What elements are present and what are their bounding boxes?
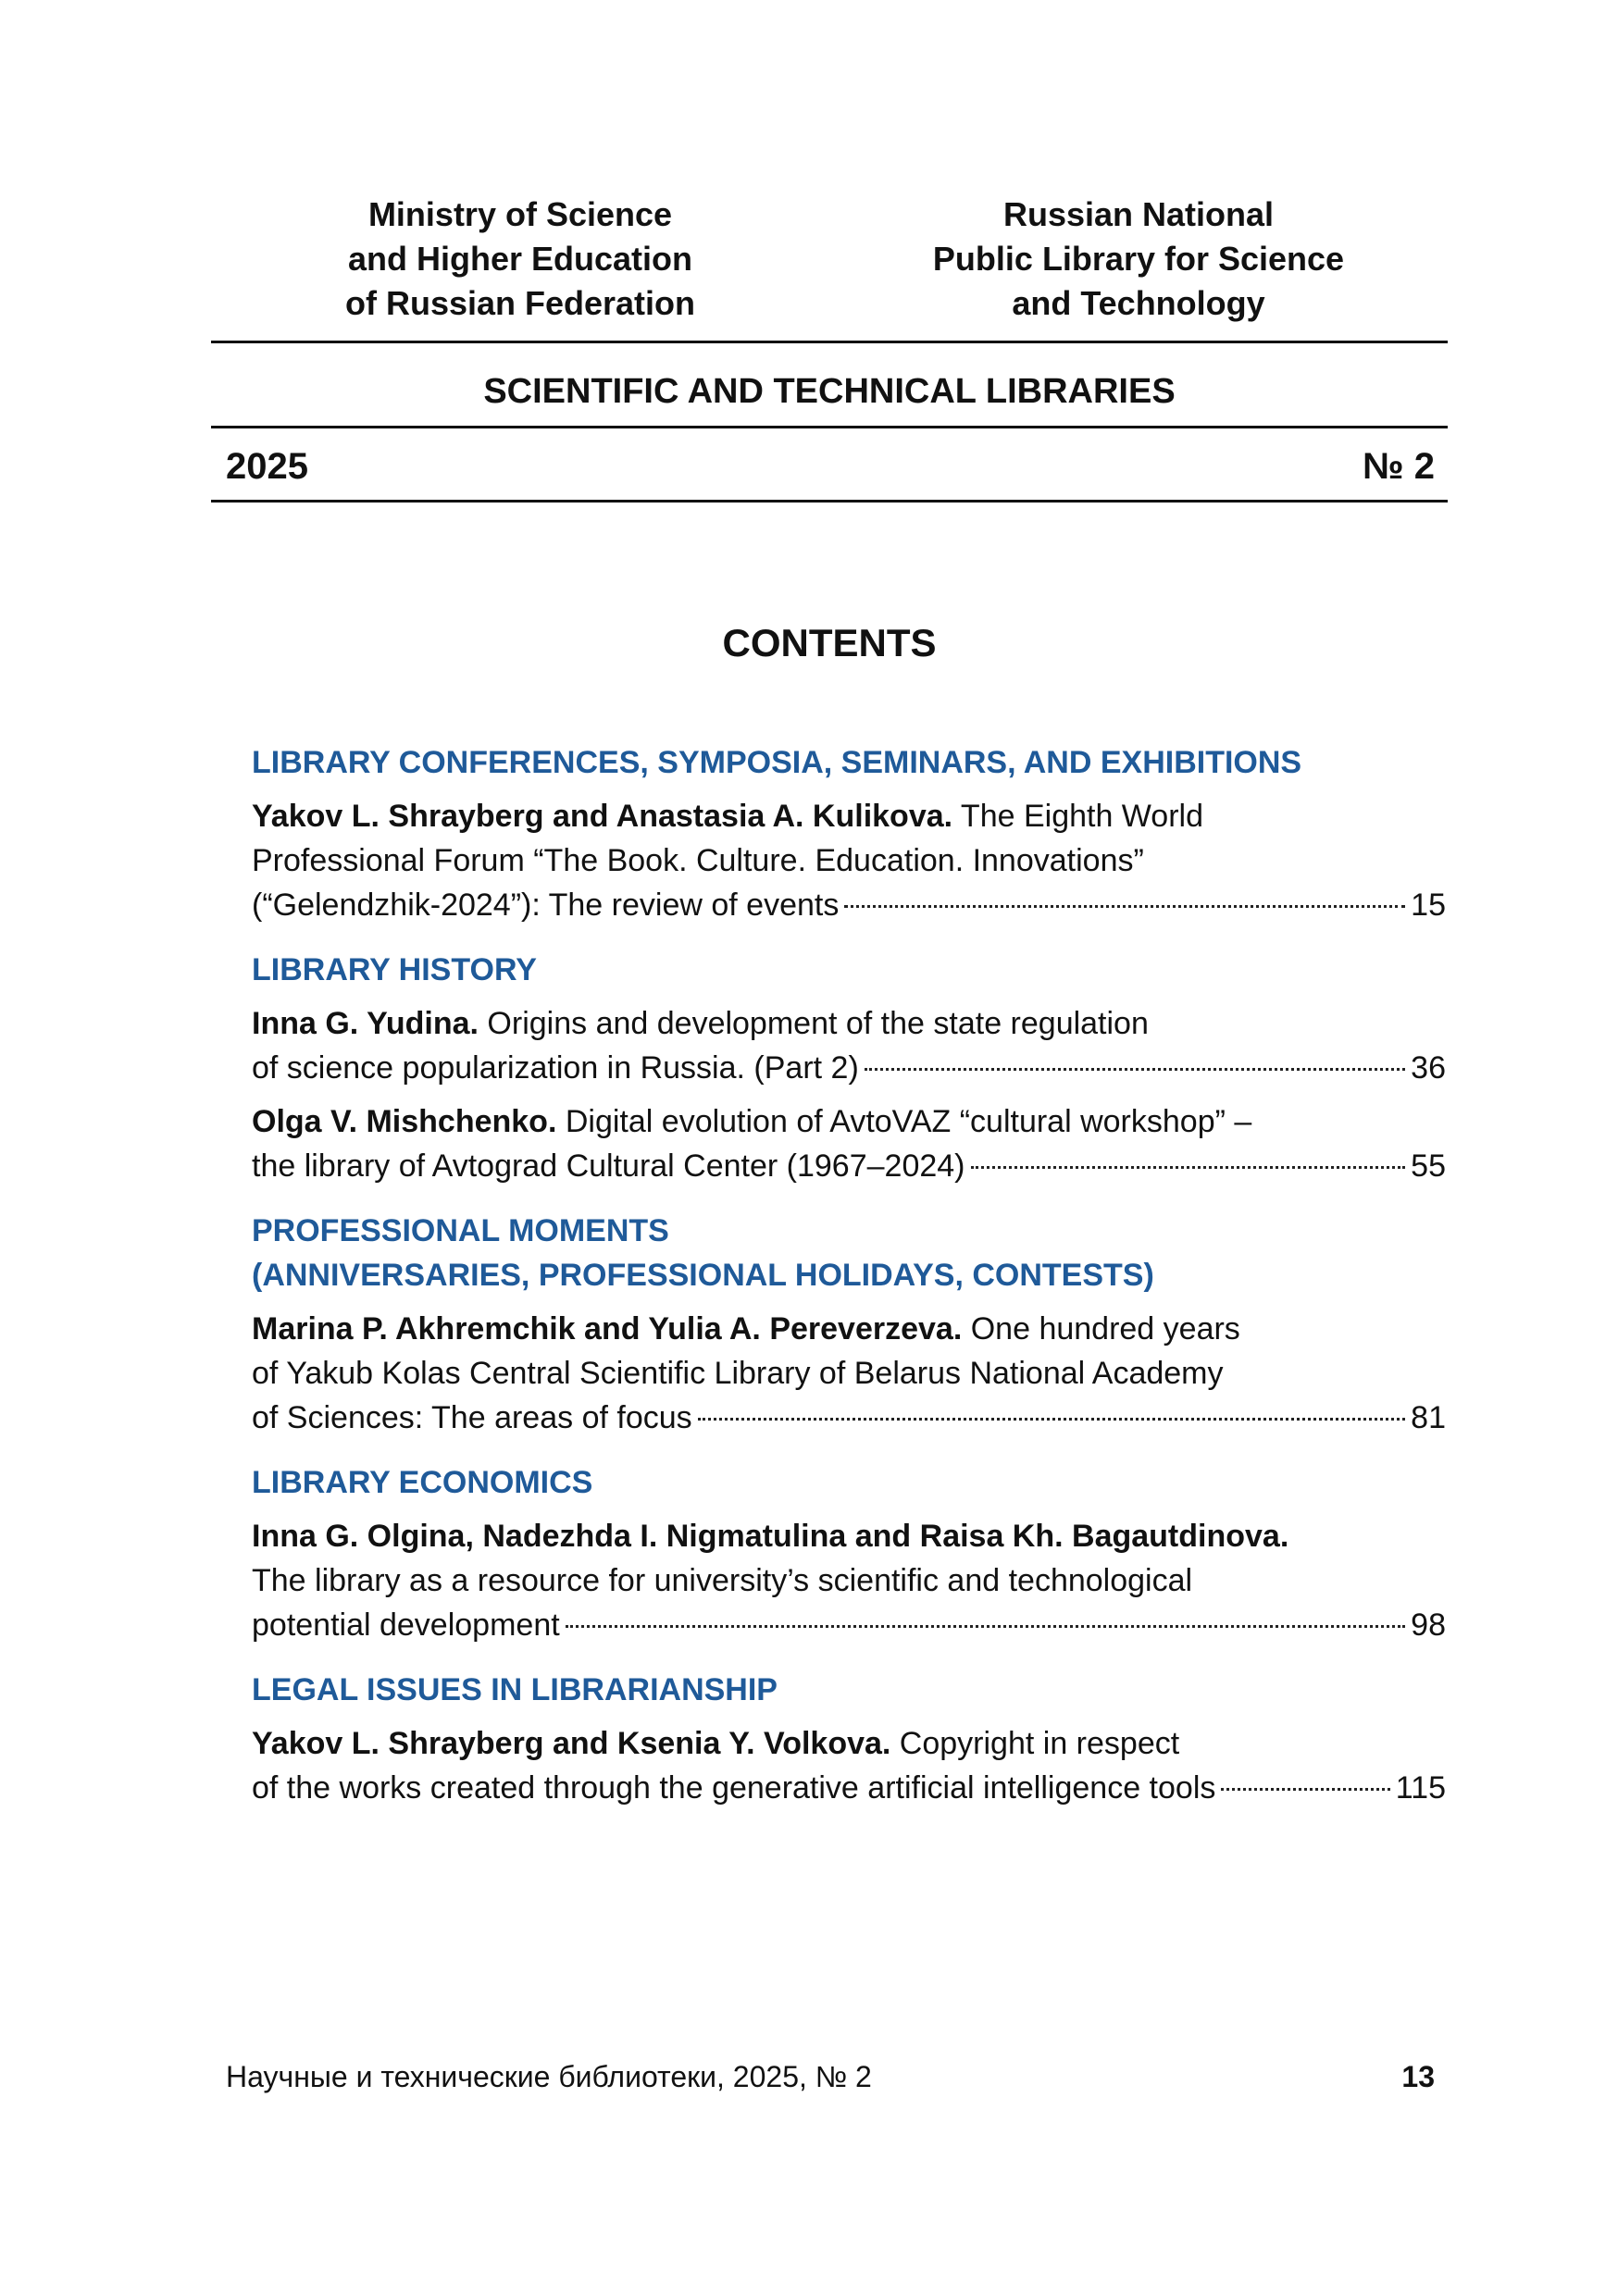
toc-entry-title-text: Copyright in respect: [890, 1726, 1180, 1761]
section-heading: LIBRARY CONFERENCES, SYMPOSIA, SEMINARS, AND EXHIBITIONS: [252, 745, 1302, 780]
toc-entry-title-text: (“Gelendzhik-2024”): The review of events: [252, 887, 840, 923]
toc-entry-line: [252, 1603, 1446, 1647]
header-rule-top: [211, 341, 1448, 343]
toc-entry-title-text: the library of Avtograd Cultural Center (1967–2024): [252, 1148, 965, 1184]
toc-entry[interactable]: [252, 1099, 1446, 1188]
toc-entry-text: [252, 1396, 692, 1440]
section-heading: LEGAL ISSUES IN LIBRARIANSHIP: [252, 1672, 778, 1707]
toc-entry[interactable]: [252, 1307, 1446, 1440]
toc-entry-text: [252, 1603, 560, 1647]
dot-leader: [1221, 1788, 1389, 1791]
publisher-ministry-line: of Russian Federation: [344, 284, 696, 322]
toc-entry-authors: Inna G. Olgina, Nadezhda I. Nigmatulina and Raisa Kh. Bagautdinova.: [252, 1519, 1289, 1554]
toc-page-number: 81: [1411, 1400, 1446, 1435]
toc-entry-authors: Inna G. Yudina.: [252, 1006, 479, 1041]
publisher-library-line: Russian National: [1002, 195, 1275, 233]
toc-entry-title-text: of the works created through the generative artificial intelligence tools: [252, 1770, 1216, 1806]
toc-page-number: 15: [1411, 887, 1446, 923]
page-footer: [226, 2056, 1435, 2097]
issue-number: № 2: [1363, 446, 1435, 487]
toc-entry[interactable]: [252, 1001, 1446, 1090]
section-heading: LIBRARY HISTORY: [252, 952, 537, 987]
toc-entry-title-text: of science popularization in Russia. (Part 2): [252, 1050, 859, 1086]
journal-title: SCIENTIFIC AND TECHNICAL LIBRARIES: [483, 372, 1176, 411]
publisher-library-line: Public Library for Science: [932, 240, 1345, 278]
toc-entry-line: [252, 1721, 1446, 1766]
toc-entry-authors: Marina P. Akhremchik and Yulia A. Pereverzeva.: [252, 1311, 963, 1347]
toc-entry[interactable]: [252, 1514, 1446, 1647]
toc-entry[interactable]: [252, 794, 1446, 927]
section-heading: PROFESSIONAL MOMENTS: [252, 1213, 669, 1248]
dot-leader: [865, 1068, 1405, 1071]
toc-entry-line: [252, 1351, 1446, 1396]
header-rule-middle: [211, 426, 1448, 428]
toc-entry-line: [252, 1001, 1446, 1046]
toc-entry-title-text: Digital evolution of AvtoVAZ “cultural workshop” –: [556, 1104, 1252, 1139]
publisher-ministry: [211, 192, 829, 326]
section-heading: (ANNIVERSARIES, PROFESSIONAL HOLIDAYS, CONTESTS): [252, 1258, 1154, 1293]
toc-entry-authors: Olga V. Mishchenko.: [252, 1104, 557, 1139]
issue-year: 2025: [226, 446, 308, 487]
masthead: [211, 192, 1448, 326]
toc-entry-title-text: of Sciences: The areas of focus: [252, 1400, 692, 1435]
toc-page-number: 98: [1411, 1607, 1446, 1643]
toc-entry-line: [252, 1514, 1446, 1558]
toc-entry-authors: Yakov L. Shrayberg and Ksenia Y. Volkova.: [252, 1726, 891, 1761]
toc-entry-text: [252, 1046, 859, 1090]
toc-entry-line: [252, 794, 1446, 838]
toc-entry-title-text: of Yakub Kolas Central Scientific Library of Belarus National Academy: [252, 1356, 1224, 1391]
publisher-library-line: and Technology: [1012, 284, 1265, 322]
toc-entry-title-text: The library as a resource for university’s scientific and technological: [252, 1563, 1193, 1598]
toc-page-number: 55: [1411, 1148, 1446, 1184]
toc-entry-title-text: One hundred years: [962, 1311, 1240, 1347]
page-number: 13: [1401, 2060, 1435, 2093]
footer-citation: Научные и технические библиотеки, 2025, № 2: [226, 2060, 872, 2093]
toc-entry-line: [252, 838, 1446, 883]
toc-entry-line: [252, 1396, 1446, 1440]
dot-leader: [698, 1418, 1406, 1421]
section-heading: LIBRARY ECONOMICS: [252, 1465, 593, 1500]
dot-leader: [844, 905, 1405, 908]
contents-heading: CONTENTS: [722, 621, 937, 664]
toc-entry-text: [252, 883, 839, 927]
toc-entry-title-text: potential development: [252, 1607, 560, 1643]
toc-entry-title-text: Professional Forum “The Book. Culture. Education. Innovations”: [252, 843, 1144, 878]
toc-entry-line: [252, 1144, 1446, 1188]
toc-entry-line: [252, 1307, 1446, 1351]
publisher-ministry-line: and Higher Education: [347, 240, 693, 278]
toc-page-number: 36: [1411, 1050, 1446, 1086]
toc-entry-text: [252, 1766, 1215, 1810]
publisher-ministry-line: Ministry of Science: [367, 195, 673, 233]
table-of-contents: [252, 740, 1446, 1810]
toc-entry-line: [252, 1558, 1446, 1603]
toc-entry-title-text: Origins and development of the state regulation: [478, 1006, 1149, 1041]
toc-entry-line: [252, 883, 1446, 927]
toc-page-number: 115: [1395, 1770, 1446, 1806]
toc-entry-title-text: The Eighth World: [952, 799, 1203, 834]
publisher-library: [829, 192, 1448, 326]
dot-leader: [971, 1166, 1406, 1169]
toc-entry-line: [252, 1099, 1446, 1144]
toc-entry[interactable]: [252, 1721, 1446, 1810]
toc-entry-line: [252, 1766, 1446, 1810]
dot-leader: [566, 1625, 1405, 1628]
toc-entry-text: [252, 1144, 965, 1188]
toc-entry-line: [252, 1046, 1446, 1090]
issue-row: [226, 442, 1435, 490]
header-rule-bottom: [211, 500, 1448, 503]
toc-entry-authors: Yakov L. Shrayberg and Anastasia A. Kulikova.: [252, 799, 953, 834]
